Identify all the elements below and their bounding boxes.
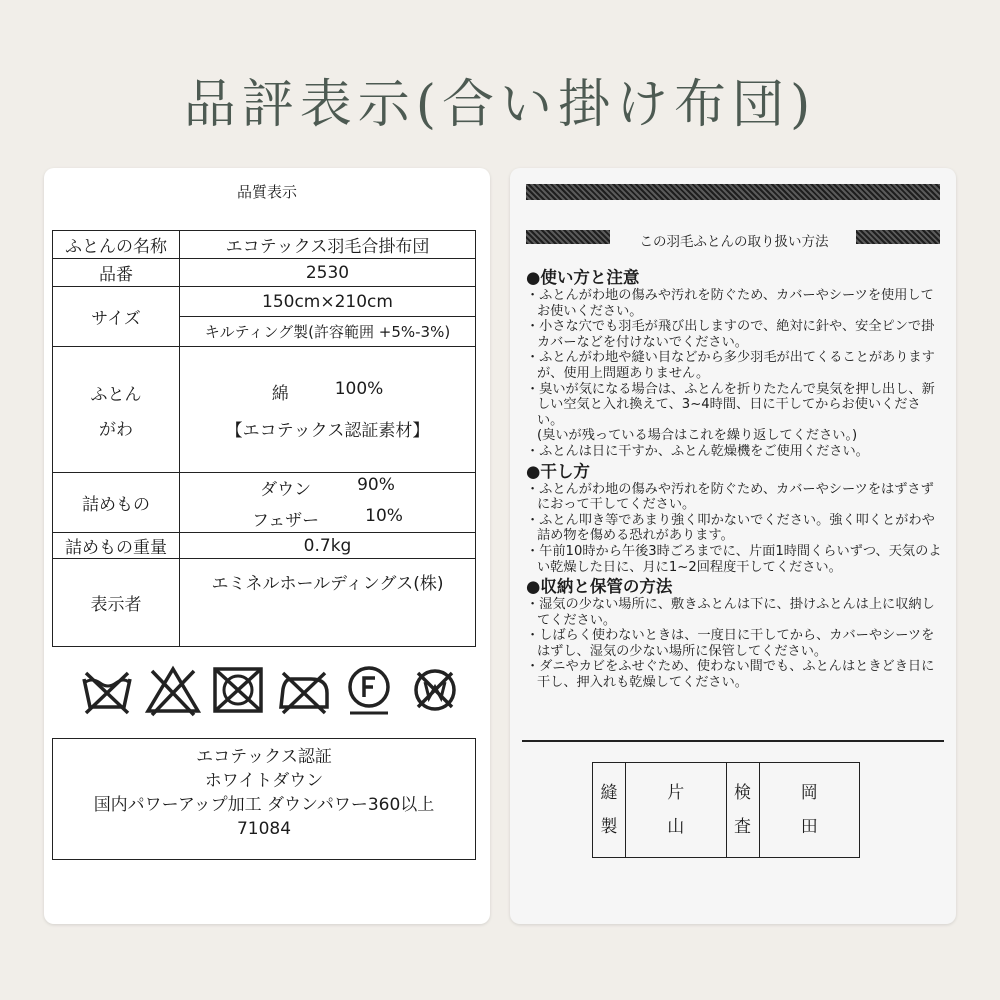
instruction-item: ・ふとん叩き等であまり強く叩かないでください。強く叩くとがわや詰め物を傷める恐れがあります。: [526, 512, 935, 544]
row-value: エコテックス羽毛合掛布団: [180, 231, 476, 259]
fill-percent: 10%: [365, 505, 403, 526]
inspection-name: [759, 763, 860, 858]
cert-line: 71084: [236, 819, 292, 839]
no-bleach-icon: [144, 663, 202, 717]
inspection-stamp: [592, 762, 860, 858]
sewing-label: [593, 763, 626, 858]
no-wash-icon: [78, 663, 136, 717]
quality-label-card: [44, 168, 490, 924]
instruction-item: ・ふとんがわ地の傷みや汚れを防ぐため、カバーやシーツをはずさずにおって干してください。: [526, 481, 934, 513]
instruction-item: ・午前10時から午後3時ごろまでに、片面1時間くらいずつ、天気のよい乾燥した日に、月に1~2回程度干してください。: [526, 543, 942, 575]
dry-clean-f-icon: [340, 663, 398, 717]
inspection-label: [726, 763, 759, 858]
care-instructions-card: [510, 168, 956, 924]
table-row: [53, 231, 476, 259]
instruction-item: ・ふとんがわ地や縫い目などから多少羽毛が出てくることがありますが、使用上問題ありません。: [526, 350, 935, 381]
care-symbols: [78, 660, 464, 720]
row-key: 詰めもの: [53, 473, 180, 533]
fabric-percent: 100%: [334, 379, 384, 399]
row-key: 詰めもの重量: [53, 533, 180, 559]
row-value: [180, 473, 476, 533]
no-tumble-dry-icon: [209, 663, 267, 717]
stamp-char: 査: [734, 817, 751, 837]
table-row: [53, 559, 476, 647]
fill-name: ダウン: [260, 479, 312, 500]
row-value: エミネルホールディングス(株): [180, 559, 476, 647]
section-heading: ●収納と保管の方法: [526, 577, 673, 597]
row-value: 2530: [180, 259, 476, 287]
care-title: この羽毛ふとんの取り扱い方法: [639, 234, 829, 250]
fabric-cert-note: 【エコテックス認証素材】: [225, 421, 430, 441]
stamp-char: 岡: [800, 783, 818, 803]
page-title: 品評表示(合い掛け布団): [183, 75, 817, 135]
instruction-item: ・ダニやカビをふせぐため、使わない間でも、ふとんはときどき日に干し、押入れも乾燥してください。: [526, 659, 935, 691]
instruction-item: ・ふとんがわ地の傷みや汚れを防ぐため、カバーやシーツを使用してお使いください。: [526, 288, 934, 319]
row-key: ふとんの名称: [53, 231, 180, 259]
no-iron-icon: [275, 663, 333, 717]
quality-table: [52, 230, 476, 647]
fabric-material: 綿: [271, 384, 289, 404]
instruction-item: ・小さな穴でも羽毛が飛び出しますので、絶対に針や、安全ピンで掛カバーなどを付けないでください。: [526, 319, 935, 350]
stamp-char: 片: [667, 783, 685, 803]
row-key-line: がわ: [99, 419, 133, 440]
fill-name: フェザー: [252, 510, 320, 531]
hatched-band: [526, 184, 940, 200]
row-key: 品番: [53, 259, 180, 287]
table-row: [53, 473, 476, 533]
care-text: [526, 266, 944, 691]
cert-line: エコテックス認証: [196, 747, 332, 767]
section-heading: ●干し方: [526, 461, 590, 481]
row-value: 0.7kg: [180, 533, 476, 559]
instruction-item: ・ふとんは日に干すか、ふとん乾燥機をご使用ください。: [526, 443, 869, 459]
no-wet-clean-icon: [406, 663, 464, 717]
stamp-char: 山: [667, 817, 685, 837]
row-key: サイズ: [53, 287, 180, 347]
instruction-item: ・湿気の少ない場所に、敷きふとんは下に、掛けふとんは上に収納してください。: [526, 597, 935, 628]
section-heading: ●使い方と注意: [526, 268, 640, 287]
table-row: [53, 287, 476, 317]
instruction-item: (臭いが残っている場合はこれを繰り返してください。): [537, 428, 858, 444]
hatched-band: [526, 230, 610, 244]
row-value: [180, 347, 476, 473]
row-value: 150cm×210cm: [180, 287, 476, 317]
stamp-char: 製: [600, 817, 618, 837]
stamp-char: 検: [734, 783, 751, 803]
sewing-name: [626, 763, 727, 858]
row-key: 表示者: [53, 559, 180, 647]
instruction-item: ・しばらく使わないときは、一度日に干してから、カバーやシーツをはずし、湿気の少ない場所に保管してください。: [526, 628, 935, 659]
table-row: [53, 533, 476, 559]
instruction-item: ・臭いが気になる場合は、ふとんを折りたたんで臭気を押し出し、新しい空気と入れ換えて、3~4時間、日に干してからお使いください。: [526, 381, 935, 428]
row-key-line: ふとん: [90, 384, 142, 405]
divider: [522, 740, 944, 742]
size-tolerance-note: キルティング製(許容範囲 +5%-3%): [180, 317, 476, 347]
table-row: [53, 347, 476, 473]
stamp-char: 縫: [600, 783, 618, 803]
quality-label-heading: 品質表示: [236, 183, 297, 201]
certification-box: [52, 738, 476, 860]
row-key: [53, 347, 180, 473]
cert-line: ホワイトダウン: [204, 771, 324, 791]
cert-line: 国内パワーアップ加工 ダウンパワー360以上: [93, 795, 435, 815]
table-row: [53, 259, 476, 287]
stamp-char: 田: [800, 817, 818, 837]
hatched-band: [856, 230, 940, 244]
fill-percent: 90%: [357, 474, 395, 495]
